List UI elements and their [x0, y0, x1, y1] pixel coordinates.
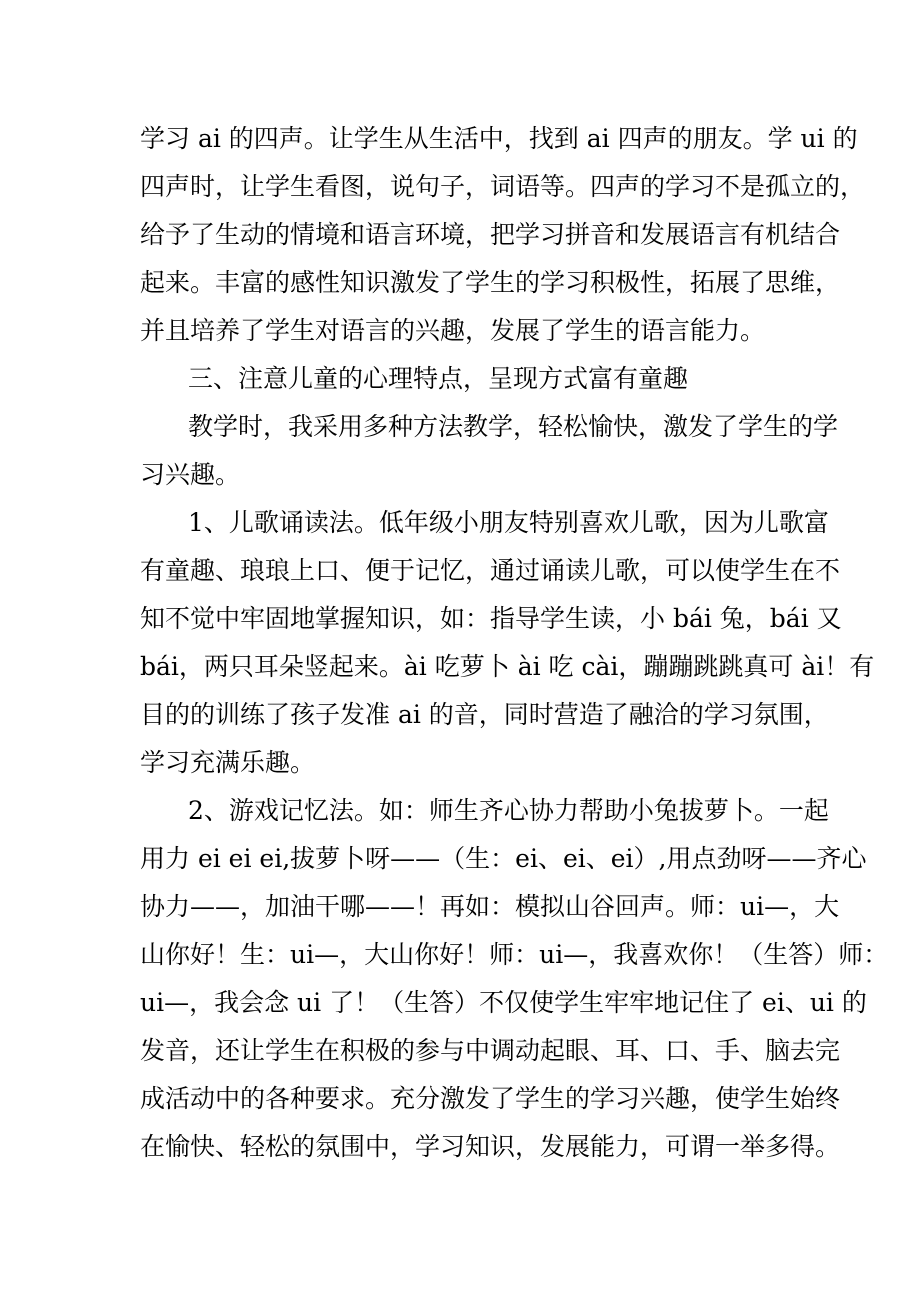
- text-line-15: 2、游戏记忆法。如：师生齐心协力帮助小兔拔萝卜。一起: [188, 796, 829, 825]
- text-line-18: 山你好！生：ui—，大山你好！师：ui—，我喜欢你！（生答）师：: [140, 940, 889, 969]
- text-line-4: 起来。丰富的感性知识激发了学生的学习积极性，拓展了思维，: [140, 268, 841, 297]
- text-line-19: ui—，我会念 ui 了！（生答）不仅使学生牢牢地记住了 ei、ui 的: [140, 988, 867, 1017]
- text-line-14: 学习充满乐趣。: [140, 748, 316, 777]
- text-line-20: 发音，还让学生在积极的参与中调动起眼、耳、口、手、脑去完: [140, 1036, 841, 1065]
- text-line-16: 用力 ei ei ei,拔萝卜呀——（生：ei、ei、ei）,用点劲呀——齐心: [140, 844, 867, 873]
- text-line-17: 协力——，加油干哪——！再如：模拟山谷回声。师：ui—，大: [140, 892, 840, 921]
- text-line-21: 成活动中的各种要求。充分激发了学生的学习兴趣，使学生始终: [140, 1084, 841, 1113]
- text-line-9: 1、儿歌诵读法。低年级小朋友特别喜欢儿歌，因为儿歌富: [188, 508, 829, 537]
- text-line-12: bái，两只耳朵竖起来。ài 吃萝卜 ài 吃 cài，蹦蹦跳跳真可 ài！有: [140, 652, 875, 681]
- text-line-11: 知不觉中牢固地掌握知识，如：指导学生读，小 bái 兔，bái 又: [140, 604, 842, 633]
- text-line-1: 学习 ai 的四声。让学生从生活中，找到 ai 四声的朋友。学 ui 的: [140, 124, 858, 153]
- text-line-10: 有童趣、琅琅上口、便于记忆，通过诵读儿歌，可以使学生在不: [140, 556, 841, 585]
- text-line-8: 习兴趣。: [140, 460, 241, 489]
- text-line-3: 给予了生动的情境和语言环境，把学习拼音和发展语言有机结合: [140, 220, 841, 249]
- text-line-5: 并且培养了学生对语言的兴趣，发展了学生的语言能力。: [140, 316, 766, 345]
- text-line-13: 目的的训练了孩子发准 ai 的音，同时营造了融洽的学习氛围，: [140, 700, 829, 729]
- section-heading: 三、注意儿童的心理特点，呈现方式富有童趣: [188, 364, 689, 393]
- text-line-2: 四声时，让学生看图，说句子，词语等。四声的学习不是孤立的，: [140, 172, 866, 201]
- text-line-7: 教学时，我采用多种方法教学，轻松愉快，激发了学生的学: [188, 412, 839, 441]
- text-line-22: 在愉快、轻松的氛围中，学习知识，发展能力，可谓一举多得。: [140, 1132, 841, 1161]
